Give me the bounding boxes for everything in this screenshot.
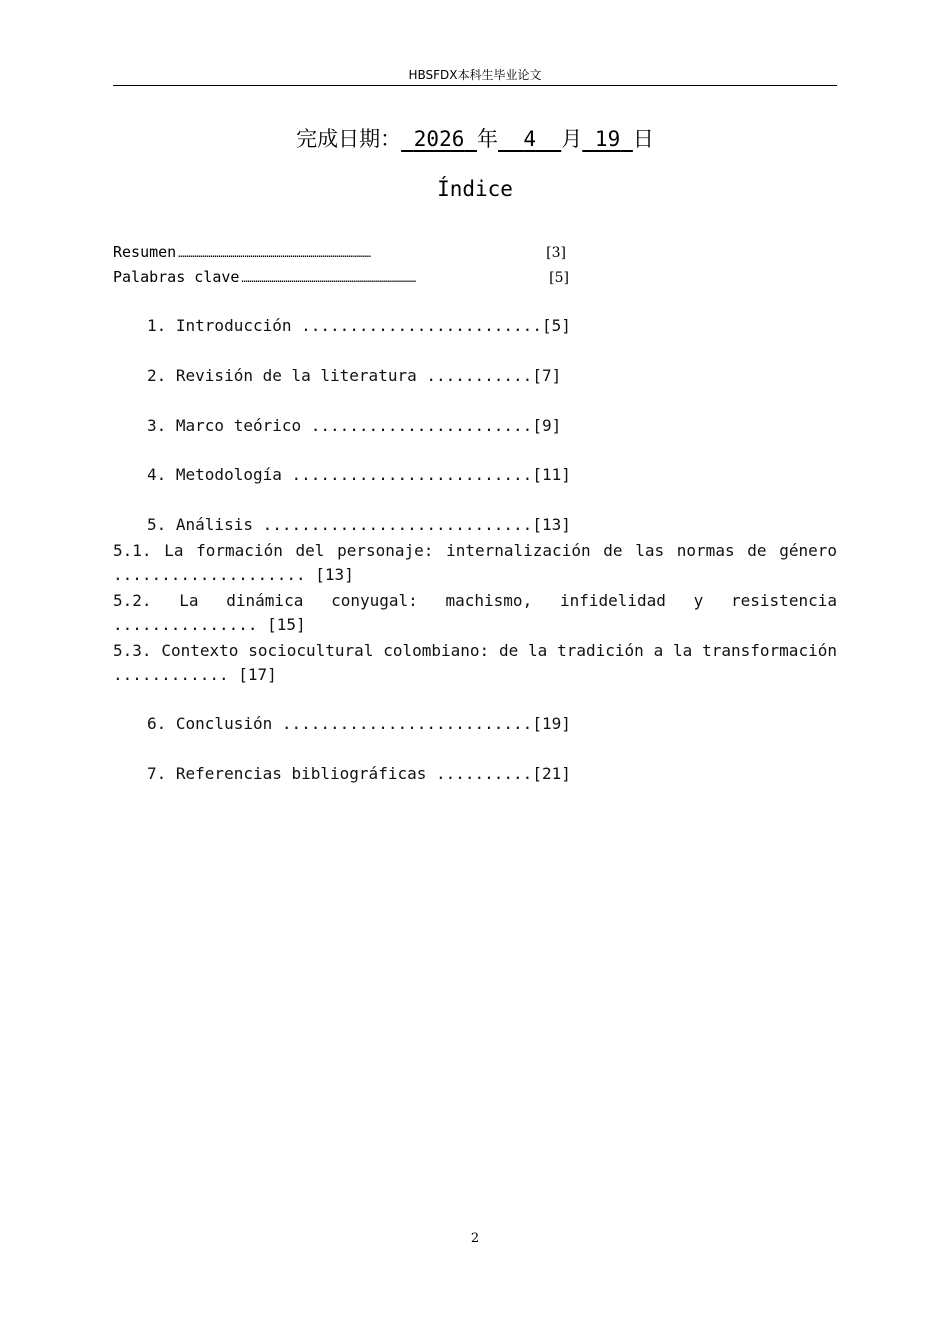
toc-page-ref: [3] — [546, 245, 566, 261]
toc-section-1[interactable]: 1. Introducción .........................[5] — [147, 316, 571, 335]
date-label: 完成日期： — [296, 127, 402, 151]
header-rule — [113, 85, 837, 86]
toc-entry-palabras-clave[interactable] — [113, 267, 569, 290]
subsection-word: Contexto — [161, 641, 239, 660]
toc-entry-label: Resumen — [113, 243, 177, 261]
subsection-word: La — [164, 541, 184, 560]
subsection-word: normas — [676, 541, 735, 560]
date-month-unit: 月 — [561, 127, 583, 151]
subsection-word: personaje: — [337, 541, 434, 560]
subsection-word: 5.2. — [113, 591, 152, 610]
toc-section-3[interactable]: 3. Marco teórico .......................[9] — [147, 416, 562, 435]
subsection-title-line — [113, 589, 837, 613]
subsection-word: sociocultural — [248, 641, 374, 660]
subsection-word: conyugal: — [331, 591, 418, 610]
toc-section-5[interactable]: 5. Análisis ............................[13] — [147, 515, 571, 534]
subsection-word: la — [528, 641, 548, 660]
subsection-word: machismo, — [445, 591, 533, 610]
subsection-title-line — [113, 539, 837, 563]
toc-subsection-5-3[interactable] — [113, 639, 837, 687]
subsection-word: dinámica — [226, 591, 304, 610]
date-year: 2026 — [413, 127, 465, 151]
subsection-word: infidelidad — [559, 591, 666, 610]
subsection-title-line — [113, 639, 837, 663]
subsection-word: las — [635, 541, 665, 560]
subsection-word: 5.3. — [113, 641, 152, 660]
toc-page-ref: [5] — [549, 270, 569, 286]
toc-leader: …………………………………………………………………………………… — [178, 249, 371, 260]
subsection-word: transformación — [702, 641, 837, 660]
toc-entry-resumen[interactable] — [113, 242, 566, 265]
subsection-leader-line: ............... [15] — [113, 615, 306, 634]
toc-leader: …………………………………………………………………………… — [241, 274, 417, 285]
completion-date — [0, 124, 950, 154]
subsection-word: formación — [196, 541, 283, 560]
toc-section-2[interactable]: 2. Revisión de la literatura ...........[7] — [147, 366, 562, 385]
subsection-word: del — [295, 541, 325, 560]
subsection-word: a — [653, 641, 664, 660]
toc-subsection-5-2[interactable] — [113, 589, 837, 637]
subsection-word: resistencia — [731, 591, 837, 610]
subsection-word: 5.1. — [113, 541, 152, 560]
subsection-word: de — [498, 641, 519, 660]
date-day: 19 — [594, 127, 621, 151]
subsection-word: la — [673, 641, 693, 660]
subsection-word: de — [603, 541, 623, 560]
toc-section-4[interactable]: 4. Metodología .........................[11] — [147, 465, 571, 484]
subsection-word: de — [747, 541, 767, 560]
subsection-leader-line: ............ [17] — [113, 665, 277, 684]
page-number: 2 — [470, 1231, 480, 1246]
subsection-word: género — [779, 541, 837, 560]
toc-title: Índice — [437, 177, 513, 201]
date-day-unit: 日 — [632, 127, 654, 151]
subsection-leader-line: .................... [13] — [113, 565, 354, 584]
toc-section-7[interactable]: 7. Referencias bibliográficas ..........[21] — [147, 764, 571, 783]
subsection-word: y — [693, 591, 704, 610]
subsection-word: tradición — [557, 641, 644, 660]
subsection-word: La — [179, 591, 199, 610]
toc-section-6[interactable]: 6. Conclusión ..........................[19] — [147, 714, 571, 733]
subsection-word: colombiano: — [383, 641, 490, 660]
toc-entry-label: Palabras clave — [113, 268, 240, 286]
subsection-word: internalización — [446, 541, 591, 560]
running-header: HBSFDX本科生毕业论文 — [408, 68, 542, 82]
date-year-unit: 年 — [477, 127, 499, 151]
date-month: 4 — [523, 127, 536, 151]
toc-subsection-5-1[interactable] — [113, 539, 837, 587]
